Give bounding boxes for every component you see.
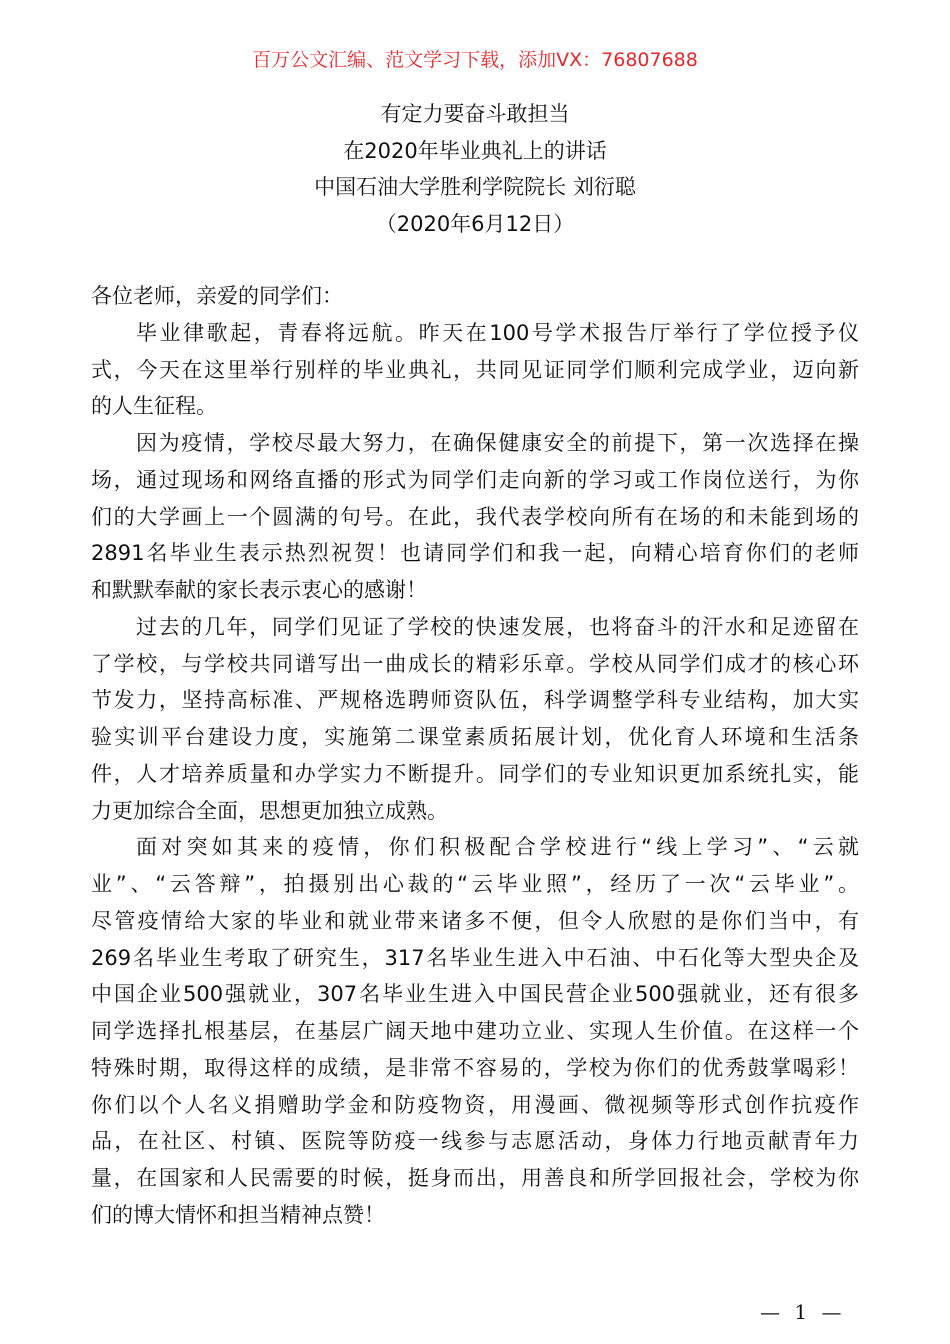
document-subtitle: 在2020年毕业典礼上的讲话 bbox=[343, 138, 607, 163]
text-line: 量，在国家和人民需要的时候，挺身而出，用善良和所学回报社会，学校为你 bbox=[91, 1166, 859, 1190]
text-line: 同学选择扎根基层，在基层广阔天地中建功立业、实现人生价值。在这样一个 bbox=[91, 1019, 859, 1043]
text-line: 和默默奉献的家长表示衷心的感谢！ bbox=[91, 578, 427, 602]
text-line: 节发力，坚持高标准、严规格选聘师资队伍，科学调整学科专业结构，加大实 bbox=[91, 688, 859, 713]
text-line: 你们以个人名义捐赠助学金和防疫物资，用漫画、微视频等形式创作抗疫作 bbox=[91, 1092, 859, 1117]
download-banner: 百万公文汇编、范文学习下载，添加VX：76807688 bbox=[252, 49, 698, 71]
text-line: 特殊时期，取得这样的成绩，是非常不容易的，学校为你们的优秀鼓掌喝彩！ bbox=[91, 1055, 859, 1080]
paragraph bbox=[91, 609, 859, 830]
paragraph bbox=[91, 829, 859, 1233]
text-line: 过去的几年，同学们见证了学校的快速发展，也将奋斗的汗水和足迹留在 bbox=[136, 614, 859, 639]
text-line: 式，今天在这里举行别样的毕业典礼，共同见证同学们顺利完成学业，迈向新 bbox=[91, 357, 859, 382]
document-body bbox=[91, 278, 859, 1234]
text-line: 件，人才培养质量和办学实力不断提升。同学们的专业知识更加系统扎实，能 bbox=[91, 761, 859, 786]
text-line: 269名毕业生考取了研究生，317名毕业生进入中石油、中石化等大型央企及 bbox=[91, 945, 859, 970]
text-line: 毕业律歌起，青春将远航。昨天在100号学术报告厅举行了学位授予仪 bbox=[136, 320, 859, 345]
text-line: 们的大学画上一个圆满的句号。在此，我代表学校向所有在场的和未能到场的 bbox=[91, 504, 859, 529]
document-title: 有定力要奋斗敢担当 bbox=[380, 102, 570, 126]
text-line: 验实训平台建设力度，实施第二课堂素质拓展计划，优化育人环境和生活条 bbox=[91, 725, 859, 749]
paragraph bbox=[91, 315, 859, 425]
text-line: 场，通过现场和网络直播的形式为同学们走向新的学习或工作岗位送行，为你 bbox=[91, 467, 859, 492]
text-line: 品，在社区、村镇、医院等防疫一线参与志愿活动，身体力行地贡献青年力 bbox=[91, 1129, 859, 1154]
text-line: 因为疫情，学校尽最大努力，在确保健康安全的前提下，第一次选择在操 bbox=[136, 431, 859, 455]
text-line: 尽管疫情给大家的毕业和就业带来诸多不便，但令人欣慰的是你们当中，有 bbox=[91, 908, 859, 933]
text-line: 力更加综合全面，思想更加独立成熟。 bbox=[91, 798, 448, 823]
speaker-line: 中国石油大学胜利学院院长 刘衍聪 bbox=[314, 175, 636, 200]
document-title-block bbox=[0, 96, 950, 243]
salutation bbox=[91, 278, 859, 315]
text-line: 的人生征程。 bbox=[91, 394, 217, 419]
text-line: 2891名毕业生表示热烈祝贺！也请同学们和我一起，向精心培育你们的老师 bbox=[91, 541, 859, 566]
page-number: — 1 — bbox=[760, 1300, 846, 1324]
text-line: 各位老师，亲爱的同学们： bbox=[91, 284, 343, 308]
text-line: 了学校，与学校共同谱写出一曲成长的精彩乐章。学校从同学们成才的核心环 bbox=[91, 651, 859, 676]
text-line: 业”、“云答辩”，拍摄别出心裁的“云毕业照”，经历了一次“云毕业”。 bbox=[91, 872, 859, 896]
text-line: 中国企业500强就业，307名毕业生进入中国民营企业500强就业，还有很多 bbox=[91, 982, 859, 1007]
text-line: 们的博大情怀和担当精神点赞！ bbox=[91, 1202, 385, 1227]
text-line: 面对突如其来的疫情，你们积极配合学校进行“线上学习”、“云就 bbox=[136, 835, 859, 860]
paragraph bbox=[91, 425, 859, 609]
speech-date: （2020年6月12日） bbox=[375, 212, 575, 237]
